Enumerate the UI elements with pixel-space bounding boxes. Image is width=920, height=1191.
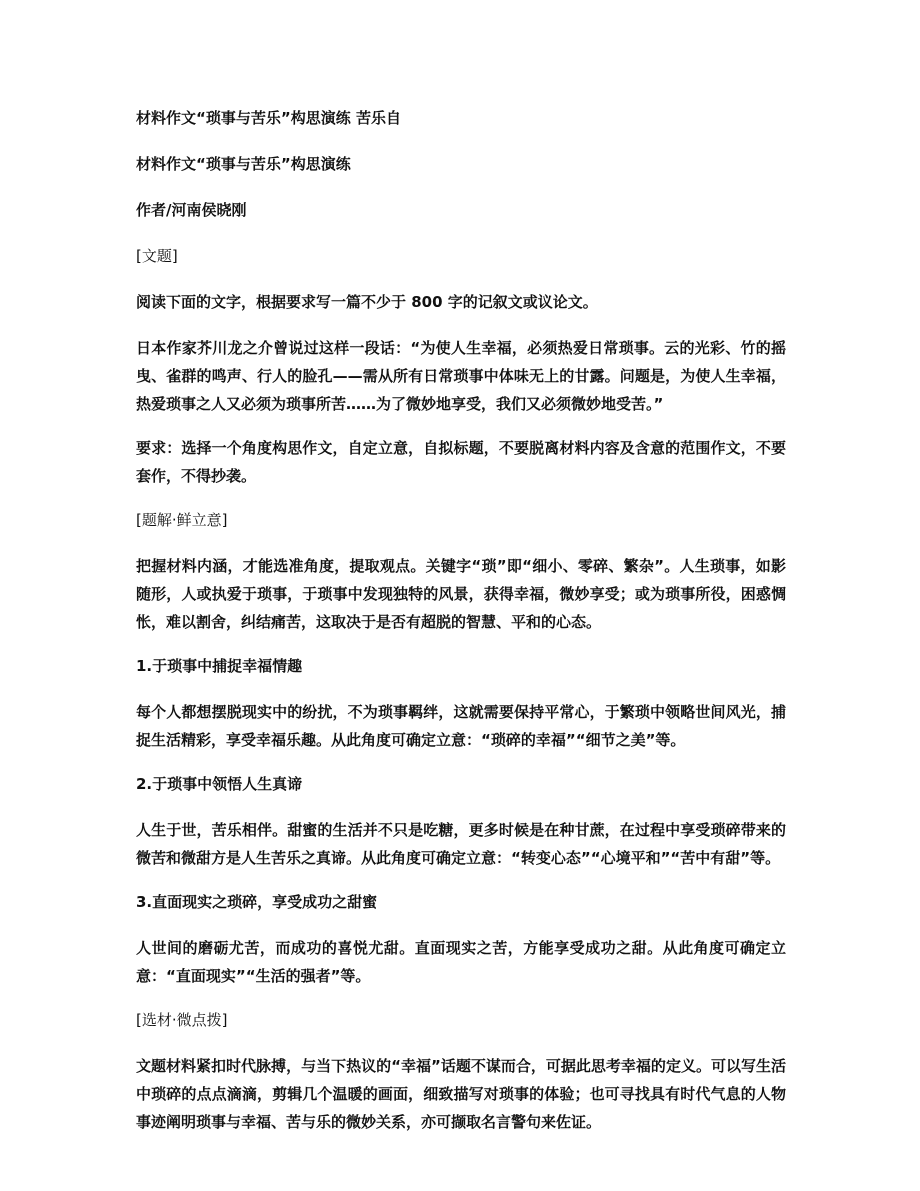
- point1-heading: 1.于琐事中捕捉幸福情趣: [136, 657, 303, 675]
- analysis-paragraph: 把握材料内涵，才能选准角度，提取观点。关键字“琐”即“细小、零碎、繁杂”。人生琐事，如影随形，人或执爱于琐事，于琐事中发现独特的风景，获得幸福，微妙享受；或为琐事所役，困惑惆怅，难以割舍，纠结痛苦，这取决于是否有超脱的智慧、平和的心态。: [136, 557, 786, 631]
- material-paragraph: 日本作家芥川龙之介曾说过这样一段话：“为使人生幸福，必须热爱日常琐事。云的光彩、竹的摇曳、雀群的鸣声、行人的脸孔——需从所有日常琐事中体味无上的甘露。问题是，为使人生幸福，热爱琐事之人又必须为琐事所苦……为了微妙地享受，我们又必须微妙地受苦。”: [136, 339, 786, 413]
- material-tips-paragraph: 文题材料紧扣时代脉搏，与当下热议的“幸福”话题不谋而合，可据此思考幸福的定义。可以写生活中琐碎的点点滴滴，剪辑几个温暖的画面，细致描写对琐事的体验；也可寻找具有时代气息的人物事迹阐明琐事与幸福、苦与乐的微妙关系，亦可撷取名言警句来佐证。: [136, 1057, 786, 1131]
- document-title: 材料作文“琐事与苦乐”构思演练 苦乐自: [136, 109, 401, 127]
- requirement-paragraph: 要求：选择一个角度构思作文，自定立意，自拟标题，不要脱离材料内容及含意的范围作文，不要套作，不得抄袭。: [136, 439, 786, 485]
- instruction-paragraph: 阅读下面的文字，根据要求写一篇不少于 800 字的记叙文或议论文。: [136, 293, 598, 311]
- point2-heading: 2.于琐事中领悟人生真谛: [136, 775, 303, 793]
- author-line: 作者/河南侯晓刚: [136, 201, 247, 219]
- document-subtitle: 材料作文“琐事与苦乐”构思演练: [136, 155, 351, 173]
- section-topic-heading: [文题]: [136, 247, 178, 265]
- section-material-heading: [选材·微点拨]: [136, 1011, 228, 1029]
- point3-heading: 3.直面现实之琐碎，享受成功之甜蜜: [136, 893, 378, 911]
- section-analysis-heading: [题解·鲜立意]: [136, 511, 228, 529]
- point1-paragraph: 每个人都想摆脱现实中的纷扰，不为琐事羁绊，这就需要保持平常心，于繁琐中领略世间风光，捕捉生活精彩，享受幸福乐趣。从此角度可确定立意：“琐碎的幸福”“细节之美”等。: [136, 703, 786, 749]
- document-page: [136, 104, 786, 1152]
- point3-paragraph: 人世间的磨砺尤苦，而成功的喜悦尤甜。直面现实之苦，方能享受成功之甜。从此角度可确定立意：“直面现实”“生活的强者”等。: [136, 939, 786, 985]
- point2-paragraph: 人生于世，苦乐相伴。甜蜜的生活并不只是吃糖，更多时候是在种甘蔗，在过程中享受琐碎带来的微苦和微甜方是人生苦乐之真谛。从此角度可确定立意：“转变心态”“心境平和”“苦中有甜”等。: [136, 821, 786, 867]
